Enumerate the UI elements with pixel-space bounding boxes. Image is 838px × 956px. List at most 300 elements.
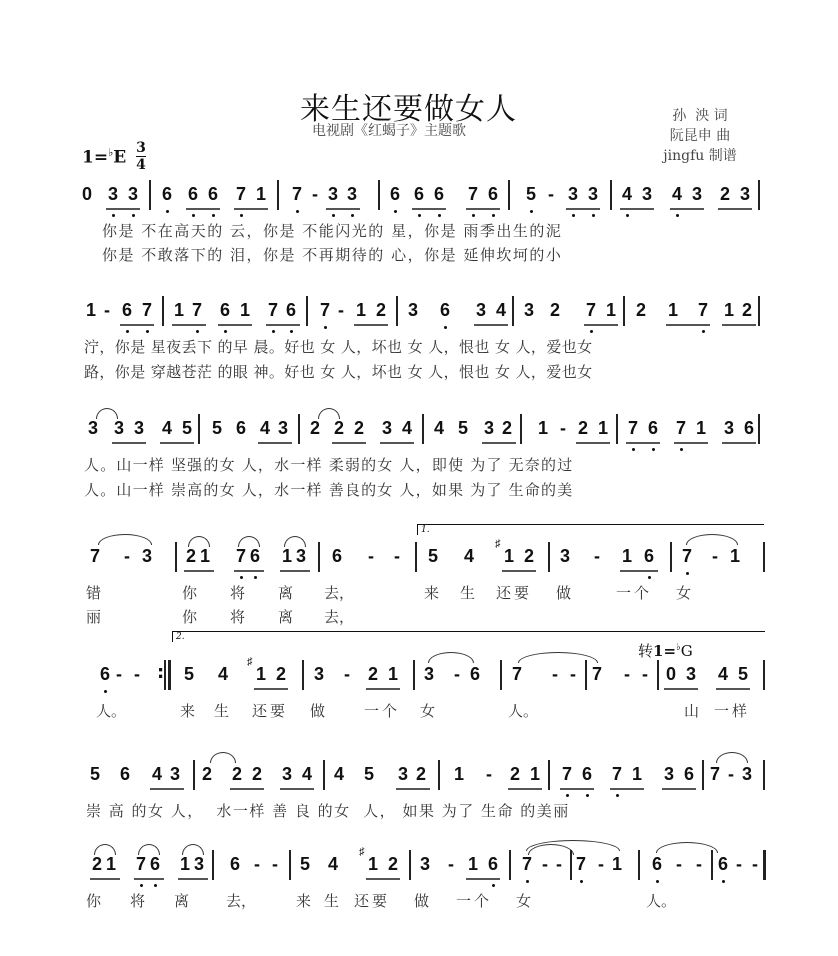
barline: [298, 414, 300, 444]
dash: -: [448, 854, 454, 874]
note: 3: [281, 764, 292, 784]
barline: [198, 414, 200, 444]
notes-row: [0, 854, 838, 884]
barline: [409, 850, 411, 880]
note: 5: [89, 764, 100, 784]
barline: [509, 850, 511, 880]
tie: [686, 534, 738, 545]
dash: -: [556, 854, 562, 874]
dash: -: [642, 664, 648, 684]
note: 3: [663, 764, 674, 784]
lyric: 还要: [354, 892, 391, 910]
note: 6: [121, 300, 132, 320]
dash: -: [712, 546, 718, 566]
lyrics-verse-2: 人。山一样 崇高的女 人，水一样 善良的女 人，如果 为了 生命的美: [84, 481, 574, 499]
note: 2: [635, 300, 646, 320]
tie: [98, 534, 152, 545]
barline: [162, 296, 164, 326]
note: 2: [719, 184, 730, 204]
note: 6: [235, 418, 246, 438]
dash: -: [736, 854, 742, 874]
underline: [666, 324, 710, 326]
note: 1: [537, 418, 548, 438]
note: 2: [509, 764, 520, 784]
note: 3: [407, 300, 418, 320]
barline: [711, 850, 713, 880]
note: 4: [433, 418, 444, 438]
note: 6: [249, 546, 260, 566]
note: 6: [743, 418, 754, 438]
dash: -: [272, 854, 278, 874]
note: 3: [739, 184, 750, 204]
dash: -: [104, 300, 110, 320]
note: 2: [251, 764, 262, 784]
note: 2: [577, 418, 588, 438]
barline: [508, 180, 510, 210]
note: 6: [389, 184, 400, 204]
note: 7: [319, 300, 330, 320]
note: 1: [611, 854, 622, 874]
note: 3: [523, 300, 534, 320]
dash: -: [560, 418, 566, 438]
underline: [610, 788, 644, 790]
note: 4: [463, 546, 474, 566]
barline: [193, 760, 195, 790]
note: 1: [723, 300, 734, 320]
underline: [482, 442, 516, 444]
barline: [306, 296, 308, 326]
note: 7: [291, 184, 302, 204]
lyrics-verse-1: 泞，你是 星夜丢下 的早 晨。好也 女 人，坏也 女 人，恨也 女 人，爱也女: [84, 338, 593, 356]
barline: [670, 542, 672, 572]
note: 6: [433, 184, 444, 204]
note: 2: [549, 300, 560, 320]
note: 2: [91, 854, 102, 874]
note: 5: [457, 418, 468, 438]
note: 6: [207, 184, 218, 204]
note: 2: [523, 546, 534, 566]
note: 6: [99, 664, 110, 684]
note: 6: [643, 546, 654, 566]
note: 1: [529, 764, 540, 784]
underline: [354, 324, 388, 326]
tie: [428, 652, 474, 663]
lyrics-verse-1: 人。山一样 坚强的女 人，水一样 柔弱的女 人，即使 为了 无奈的过: [84, 456, 574, 474]
note: 6: [439, 300, 450, 320]
underline: [502, 570, 536, 572]
lyric: 做: [310, 702, 326, 720]
dash: -: [124, 546, 130, 566]
note: 5: [737, 664, 748, 684]
dash: -: [752, 854, 758, 874]
note: 3: [397, 764, 408, 784]
lyric: 还要: [252, 702, 289, 720]
note: 2: [387, 854, 398, 874]
dash: -: [254, 854, 260, 874]
dash: -: [368, 546, 374, 566]
lyric: 一个: [456, 892, 493, 910]
dash: -: [598, 854, 604, 874]
time-signature: [136, 141, 146, 172]
note: 0: [665, 664, 676, 684]
note: 5: [183, 664, 194, 684]
note: 1: [467, 854, 478, 874]
lyric: 离: [174, 892, 190, 910]
underline: [326, 208, 360, 210]
notes-row: [0, 664, 838, 694]
song-title: 来生还要做女人: [300, 92, 517, 127]
note: 6: [469, 664, 480, 684]
note: 4: [333, 764, 344, 784]
note: 5: [525, 184, 536, 204]
dash: -: [594, 546, 600, 566]
transcriber: jingfu 制谱: [663, 148, 737, 164]
note: 2: [231, 764, 242, 784]
lyric: 山: [684, 702, 700, 720]
notes-row: [0, 184, 838, 214]
underline: [466, 208, 500, 210]
note: 3: [483, 418, 494, 438]
barline: [289, 850, 291, 880]
note: 4: [327, 854, 338, 874]
note: 1: [729, 546, 740, 566]
note: 6: [331, 546, 342, 566]
note: 3: [169, 764, 180, 784]
note: 3: [295, 546, 306, 566]
note: 7: [627, 418, 638, 438]
underline: [280, 788, 314, 790]
note: 4: [671, 184, 682, 204]
credits: [640, 106, 760, 166]
lyric: 将: [130, 892, 146, 910]
barline: [763, 760, 765, 790]
underline: [150, 788, 184, 790]
lyric: 你: [86, 892, 102, 910]
underline: [380, 442, 414, 444]
note: 3: [423, 664, 434, 684]
barline: [763, 660, 765, 690]
note: 4: [717, 664, 728, 684]
note: 3: [313, 664, 324, 684]
note: 5: [363, 764, 374, 784]
barline: [520, 414, 522, 444]
underline: [160, 442, 194, 444]
barline: [623, 296, 625, 326]
note: 4: [217, 664, 228, 684]
note: 1: [199, 546, 210, 566]
note: 7: [709, 764, 720, 784]
tie: [656, 842, 718, 853]
note: 3: [87, 418, 98, 438]
note: 2: [275, 664, 286, 684]
dash: -: [338, 300, 344, 320]
barline: [548, 542, 550, 572]
note: 6: [149, 854, 160, 874]
underline: [716, 688, 750, 690]
note: 4: [495, 300, 506, 320]
note: 1: [695, 418, 706, 438]
underline: [90, 878, 120, 880]
lyric: 去，: [226, 892, 257, 910]
barline: [585, 660, 587, 690]
lyric: 一个: [364, 702, 401, 720]
note: 2: [353, 418, 364, 438]
volta-label: 2.: [176, 632, 185, 642]
lyric: 人。: [646, 892, 677, 910]
barline: [616, 414, 618, 444]
note: 7: [235, 184, 246, 204]
song-subtitle: 电视剧《红蝎子》主题歌: [312, 123, 466, 139]
note: 6: [119, 764, 130, 784]
note: 2: [309, 418, 320, 438]
note: 7: [675, 418, 686, 438]
barline: [396, 296, 398, 326]
notes-row: [0, 546, 838, 576]
note: 4: [301, 764, 312, 784]
note: 7: [521, 854, 532, 874]
barline: [758, 296, 760, 326]
underline: [366, 688, 400, 690]
note: 3: [381, 418, 392, 438]
note: 1: [255, 184, 266, 204]
note: 1: [105, 854, 116, 874]
note: 6: [581, 764, 592, 784]
lyric: 去，: [324, 608, 355, 626]
barline: [438, 760, 440, 790]
note: 6: [229, 854, 240, 874]
key-prefix: 1=: [82, 147, 109, 168]
note: 3: [559, 546, 570, 566]
note: 1: [631, 764, 642, 784]
underline: [178, 878, 208, 880]
note: 2: [201, 764, 212, 784]
lyric: 生: [214, 702, 230, 720]
note: 3: [346, 184, 357, 204]
note: 6: [161, 184, 172, 204]
underline: [258, 442, 292, 444]
note: 1: [597, 418, 608, 438]
dash: -: [344, 664, 350, 684]
key-change: [638, 640, 693, 661]
underline: [620, 570, 658, 572]
note: 3: [691, 184, 702, 204]
lyrics-line: 崇 高 的女 人， 水一样 善 良 的女 人， 如果 为了 生命 的美丽: [86, 802, 570, 820]
note: 3: [327, 184, 338, 204]
key-note: E: [113, 147, 127, 168]
underline: [566, 208, 600, 210]
lyric: 生: [324, 892, 340, 910]
barline: [212, 850, 214, 880]
underline: [508, 788, 542, 790]
dash: -: [624, 664, 630, 684]
note: 3: [133, 418, 144, 438]
lyric: 做: [414, 892, 430, 910]
note: 3: [419, 854, 430, 874]
note: 5: [299, 854, 310, 874]
note: 2: [501, 418, 512, 438]
note: 3: [277, 418, 288, 438]
underline: [722, 442, 756, 444]
lyric: 一样: [714, 702, 751, 720]
lyric: 你: [182, 608, 198, 626]
underline: [674, 442, 708, 444]
note: 4: [259, 418, 270, 438]
note: 5: [211, 418, 222, 438]
barline: [413, 660, 415, 690]
time-bottom: 4: [136, 157, 146, 173]
note: 3: [113, 418, 124, 438]
barline: [175, 542, 177, 572]
dash: -: [486, 764, 492, 784]
lyric: 来: [296, 892, 312, 910]
note: 7: [697, 300, 708, 320]
lyrics-verse-2: 路，你是 穿越苍茫 的眼 神。好也 女 人，坏也 女 人，恨也 女 人，爱也女: [84, 363, 593, 381]
note: 3: [641, 184, 652, 204]
lyric: 将: [230, 608, 246, 626]
underline: [366, 878, 400, 880]
lyric: 丽: [86, 608, 102, 626]
underline: [112, 442, 146, 444]
note: 7: [585, 300, 596, 320]
lyrics-verse-1: 你是 不在高天的 云，你是 不能闪光的 星，你是 雨季出生的泥: [102, 222, 563, 240]
underline: [722, 324, 756, 326]
lyric: 来: [424, 584, 440, 602]
note: 4: [401, 418, 412, 438]
note: 6: [487, 184, 498, 204]
note: 7: [561, 764, 572, 784]
barline: [302, 660, 304, 690]
underline: [106, 208, 140, 210]
barline: [164, 660, 166, 690]
barline: [415, 542, 417, 572]
barline: [548, 760, 550, 790]
underline: [412, 208, 446, 210]
note: 7: [191, 300, 202, 320]
key-change-note: G: [680, 642, 693, 660]
lyric: 你: [182, 584, 198, 602]
note: 3: [193, 854, 204, 874]
note: 3: [567, 184, 578, 204]
note: 3: [107, 184, 118, 204]
note: 7: [235, 546, 246, 566]
note: 1: [621, 546, 632, 566]
lyricist: 孙 泱 词: [672, 108, 728, 124]
key-change-prefix: 转: [638, 642, 654, 660]
barline: [378, 180, 380, 210]
note: 4: [161, 418, 172, 438]
lyric: 一个: [616, 584, 653, 602]
dash: -: [454, 664, 460, 684]
note: 0: [81, 184, 92, 204]
slur: [716, 752, 748, 763]
note: 7: [141, 300, 152, 320]
notes-row: [0, 764, 838, 794]
underline: [474, 324, 508, 326]
barline: [149, 180, 151, 210]
barline: [277, 180, 279, 210]
underline: [266, 324, 300, 326]
barline: [610, 180, 612, 210]
underline: [664, 688, 698, 690]
note: 2: [333, 418, 344, 438]
time-top: 3: [136, 140, 146, 156]
note: 6: [187, 184, 198, 204]
note: 6: [683, 764, 694, 784]
note: 1: [355, 300, 366, 320]
lyric: 将: [230, 584, 246, 602]
dash: -: [548, 184, 554, 204]
note: 3: [141, 546, 152, 566]
lyric: 错: [86, 584, 102, 602]
note: 6: [285, 300, 296, 320]
note: 7: [467, 184, 478, 204]
note: 4: [151, 764, 162, 784]
barline: [758, 414, 760, 444]
dash: -: [542, 854, 548, 874]
note: 1: [387, 664, 398, 684]
note: 1: [453, 764, 464, 784]
underline: [620, 208, 654, 210]
dash: -: [676, 854, 682, 874]
underline: [560, 788, 594, 790]
note: 1: [239, 300, 250, 320]
note-sharp: ♯ 1: [502, 546, 516, 567]
dash: -: [116, 664, 122, 684]
underline: [134, 878, 164, 880]
note-sharp: ♯ 1: [254, 664, 268, 685]
lyric: 来: [180, 702, 196, 720]
note: 6: [647, 418, 658, 438]
underline: [172, 324, 206, 326]
flat-icon: ♭: [108, 146, 114, 159]
note: 7: [681, 546, 692, 566]
notes-row: [0, 300, 838, 330]
underline: [396, 788, 430, 790]
barline: [657, 660, 659, 690]
tie: [210, 752, 236, 763]
note: 2: [367, 664, 378, 684]
note: 7: [575, 854, 586, 874]
underline: [576, 442, 610, 444]
note: 7: [591, 664, 602, 684]
barline: [758, 180, 760, 210]
note: 4: [621, 184, 632, 204]
note: 3: [587, 184, 598, 204]
barline: [512, 296, 514, 326]
composer: 阮昆申 曲: [669, 128, 731, 144]
underline: [120, 324, 154, 326]
lyric: 离: [278, 608, 294, 626]
flat-icon: ♭: [676, 642, 681, 653]
barline: [318, 542, 320, 572]
note: 5: [181, 418, 192, 438]
underline: [184, 570, 214, 572]
note: 7: [267, 300, 278, 320]
final-barline: [763, 850, 766, 880]
repeat-barline: [168, 660, 171, 690]
lyric: 去，: [324, 584, 355, 602]
dash: -: [552, 664, 558, 684]
note: 3: [127, 184, 138, 204]
note: 2: [375, 300, 386, 320]
note: 1: [85, 300, 96, 320]
lyric: 还要: [496, 584, 533, 602]
lyric: 女: [676, 584, 692, 602]
underline: [670, 208, 704, 210]
note: 7: [89, 546, 100, 566]
note: 1: [667, 300, 678, 320]
underline: [280, 570, 310, 572]
